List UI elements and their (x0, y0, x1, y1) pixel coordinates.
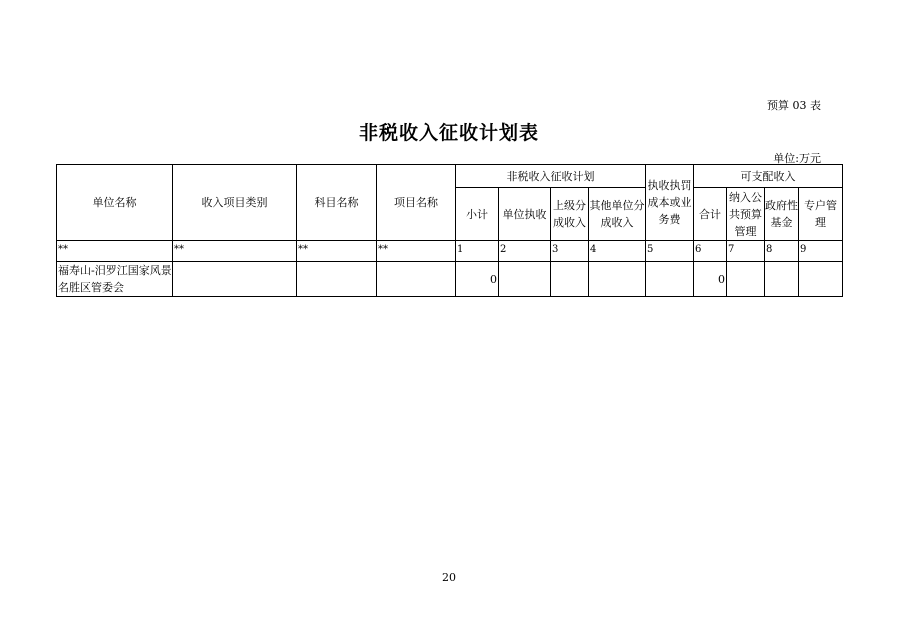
col-revenue-category: 收入项目类别 (173, 165, 297, 241)
code-row (57, 241, 843, 262)
code-cell: ** (57, 241, 173, 262)
table-row (57, 262, 843, 297)
col-item-name: 项目名称 (377, 165, 456, 241)
col-total: 合计 (694, 188, 727, 241)
code-cell: 7 (727, 241, 765, 262)
code-cell: 2 (499, 241, 551, 262)
col-subtotal: 小计 (456, 188, 499, 241)
code-cell: ** (297, 241, 377, 262)
col-subject-name: 科目名称 (297, 165, 377, 241)
cell-gov-fund (765, 262, 799, 297)
page-title: 非税收入征收计划表 (358, 122, 539, 144)
cell-item-name (377, 262, 456, 297)
col-unit-enforcement: 单位执收 (499, 188, 551, 241)
cell-unit-name: 福寿山-汨罗江国家风景名胜区管委会 (57, 262, 173, 297)
cell-subject-name (297, 262, 377, 297)
col-unit-name: 单位名称 (57, 165, 173, 241)
cell-unit-enforcement (499, 262, 551, 297)
code-cell: 8 (765, 241, 799, 262)
col-special-mgmt: 专户管理 (799, 188, 843, 241)
code-cell: 6 (694, 241, 727, 262)
code-cell: 1 (456, 241, 499, 262)
header-row-1 (57, 165, 843, 188)
cell-revenue-category (173, 262, 297, 297)
col-penalty-cost: 执收执罚成本或业务费 (646, 165, 694, 241)
cell-total: 0 (694, 262, 727, 297)
col-public-budget: 纳入公共预算管理 (727, 188, 765, 241)
code-cell: 5 (646, 241, 694, 262)
cell-other-share (589, 262, 646, 297)
code-cell: ** (377, 241, 456, 262)
code-cell: 4 (589, 241, 646, 262)
cell-public-budget (727, 262, 765, 297)
unit-label: 单位:万元 (773, 152, 821, 165)
page-number: 20 (442, 571, 456, 584)
revenue-plan-table (56, 164, 843, 297)
col-group-disposable: 可支配收入 (694, 165, 843, 188)
col-group-plan: 非税收入征收计划 (456, 165, 646, 188)
cell-penalty-cost (646, 262, 694, 297)
col-upper-share: 上级分成收入 (551, 188, 589, 241)
cell-upper-share (551, 262, 589, 297)
code-cell: 9 (799, 241, 843, 262)
cell-subtotal: 0 (456, 262, 499, 297)
code-cell: ** (173, 241, 297, 262)
col-gov-fund: 政府性基金 (765, 188, 799, 241)
form-number: 预算 03 表 (767, 99, 821, 112)
col-other-share: 其他单位分成收入 (589, 188, 646, 241)
code-cell: 3 (551, 241, 589, 262)
cell-special-mgmt (799, 262, 843, 297)
